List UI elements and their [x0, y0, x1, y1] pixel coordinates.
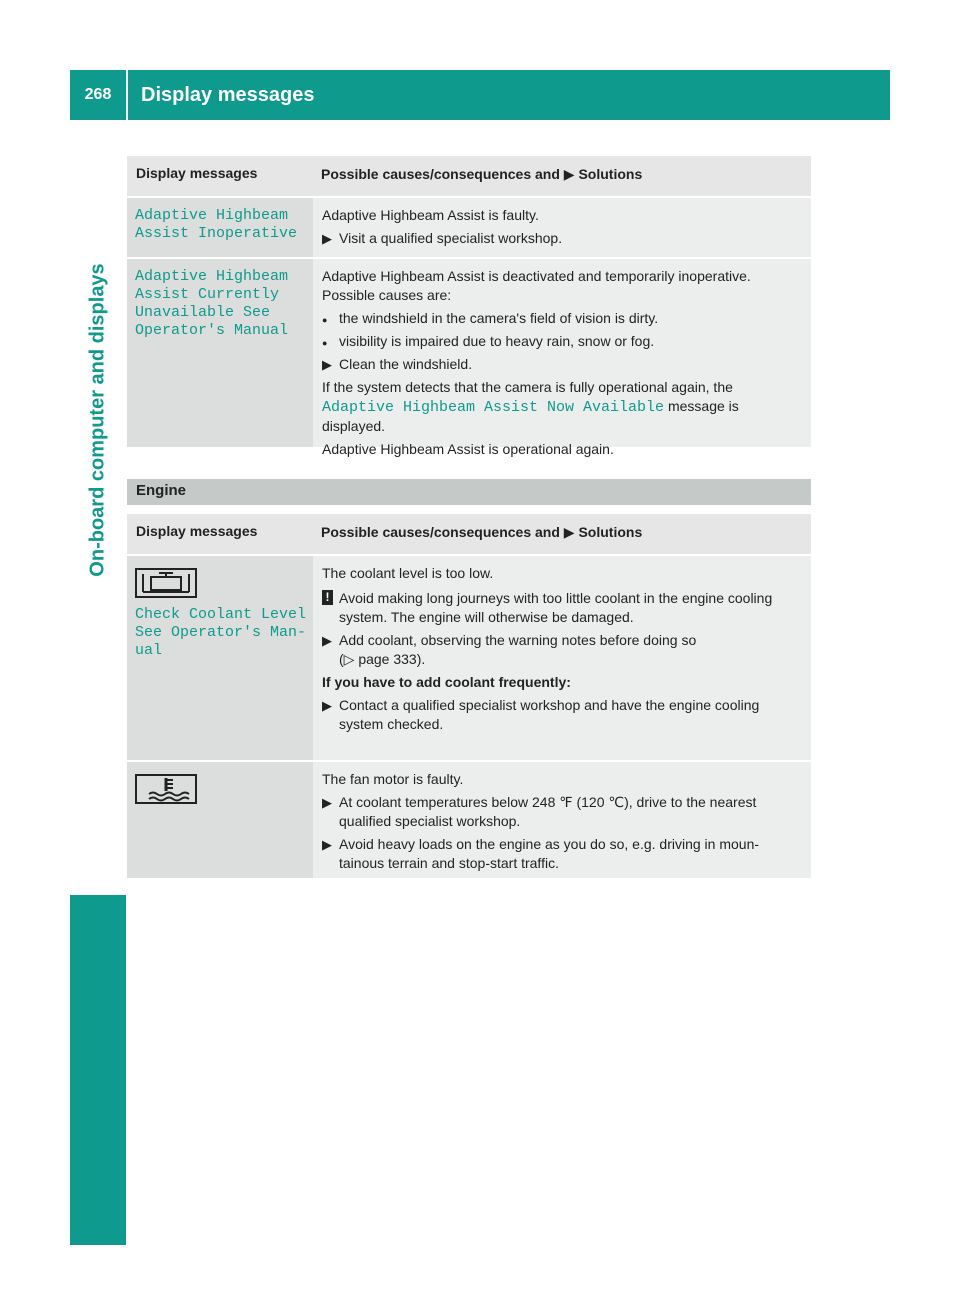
- causes-solutions: [313, 259, 811, 457]
- subheading: If you have to add coolant frequently:: [322, 674, 571, 690]
- page-number: 268: [84, 86, 112, 103]
- message-line: Unavailable See: [135, 304, 271, 321]
- warning-text: Avoid making long journeys with too little coolant in the engine cooling system. The engine will otherwise be damaged.: [339, 590, 773, 625]
- display-message: [127, 556, 313, 760]
- causes-solutions: [313, 556, 811, 760]
- cause-text: The coolant level is too low.: [322, 565, 494, 581]
- col-header-messages: Display messages: [127, 156, 313, 196]
- action-marker-icon: ▶: [322, 698, 332, 713]
- table-row: [127, 762, 811, 878]
- table-row: [127, 556, 811, 760]
- col-header-messages: Display messages: [127, 514, 313, 554]
- action-marker-icon: ▶: [322, 795, 332, 810]
- message-line: Check Coolant Level: [135, 606, 307, 623]
- warning-note: [322, 589, 803, 627]
- paragraph-text: Adaptive Highbeam Assist is operational again.: [322, 441, 614, 457]
- action-marker-icon: ▶: [563, 166, 575, 182]
- side-color-block: [70, 895, 126, 1245]
- display-message: [127, 762, 313, 878]
- bullet-text: visibility is impaired due to heavy rain, snow or fog.: [339, 333, 655, 349]
- message-line: See Operator's Man‐: [135, 624, 307, 641]
- table-row: [127, 198, 811, 257]
- coolant-level-icon: [135, 568, 197, 598]
- action-text: At coolant temperatures below 248 ℉ (120 ℃), drive to the nearest qualified specialist workshop.: [339, 794, 757, 829]
- causes-solutions: [313, 198, 811, 257]
- message-line: Operator's Manual: [135, 322, 289, 339]
- action-marker-icon: ▶: [563, 524, 575, 540]
- display-messages-table: [127, 156, 811, 457]
- col-header-solutions-text: Solutions: [578, 524, 643, 540]
- table-row: [127, 259, 811, 457]
- action-text: Contact a qualified specialist workshop and have the engine cooling system checked.: [339, 697, 760, 732]
- message-line: ual: [135, 642, 163, 659]
- message-line: Adaptive Highbeam: [135, 207, 289, 224]
- paragraph-text: message is displayed.: [322, 398, 739, 434]
- message-line: Adaptive Highbeam: [135, 268, 289, 285]
- col-header-causes: [313, 156, 811, 196]
- bullet-text: the windshield in the camera's field of vision is dirty.: [339, 310, 659, 326]
- engine-messages-table: [127, 514, 811, 878]
- action-marker-icon: ▶: [322, 837, 332, 852]
- action-step: [322, 793, 803, 831]
- action-text: Add coolant, observing the warning notes before doing so: [339, 632, 697, 648]
- bullet-item: [322, 332, 803, 351]
- display-message-inline: Adaptive Highbeam Assist Now Available: [322, 399, 665, 416]
- action-step: [322, 696, 803, 734]
- warning-icon: !: [322, 590, 333, 605]
- table-header-row: [127, 156, 811, 196]
- action-marker-icon: ▶: [322, 357, 332, 372]
- display-message: [127, 198, 313, 257]
- side-chapter-label: On-board computer and displays: [86, 263, 109, 577]
- page-reference: (▷ page 333).: [339, 651, 426, 667]
- col-header-causes-text: Possible causes/consequences and: [321, 524, 560, 540]
- table-header-row: [127, 514, 811, 554]
- action-marker-icon: ▶: [322, 633, 332, 648]
- causes-solutions: [313, 762, 811, 878]
- cause-text: Adaptive Highbeam Assist is deactivated and temporarily inoperative. Possible causes are:: [322, 268, 751, 303]
- section-heading-engine: Engine: [127, 479, 811, 505]
- coolant-temperature-icon: [135, 774, 197, 804]
- action-step: [322, 355, 803, 374]
- action-text: Visit a qualified specialist workshop.: [339, 230, 563, 246]
- message-line: Assist Inoperative: [135, 225, 298, 242]
- cause-text: The fan motor is faulty.: [322, 771, 464, 787]
- header-divider: [126, 70, 128, 120]
- action-step: [322, 631, 803, 669]
- cause-text: Adaptive Highbeam Assist is faulty.: [322, 207, 539, 223]
- col-header-causes: [313, 514, 811, 554]
- action-step: [322, 835, 803, 873]
- action-text: Clean the windshield.: [339, 356, 473, 372]
- action-text: Avoid heavy loads on the engine as you do so, e.g. driving in moun‐ tainous terrain and stop-start traffic.: [339, 836, 760, 871]
- col-header-causes-text: Possible causes/consequences and: [321, 166, 560, 182]
- message-line: Assist Currently: [135, 286, 280, 303]
- display-message: [127, 259, 313, 447]
- bullet-icon: ●: [322, 315, 328, 325]
- action-marker-icon: ▶: [322, 231, 332, 246]
- page-section-title: Display messages: [141, 83, 315, 106]
- bullet-item: [322, 309, 803, 328]
- action-step: [322, 229, 803, 248]
- col-header-solutions-text: Solutions: [578, 166, 643, 182]
- bullet-icon: ●: [322, 338, 328, 348]
- paragraph-text: If the system detects that the camera is fully operational again, the: [322, 379, 733, 395]
- status-paragraph: [322, 378, 803, 436]
